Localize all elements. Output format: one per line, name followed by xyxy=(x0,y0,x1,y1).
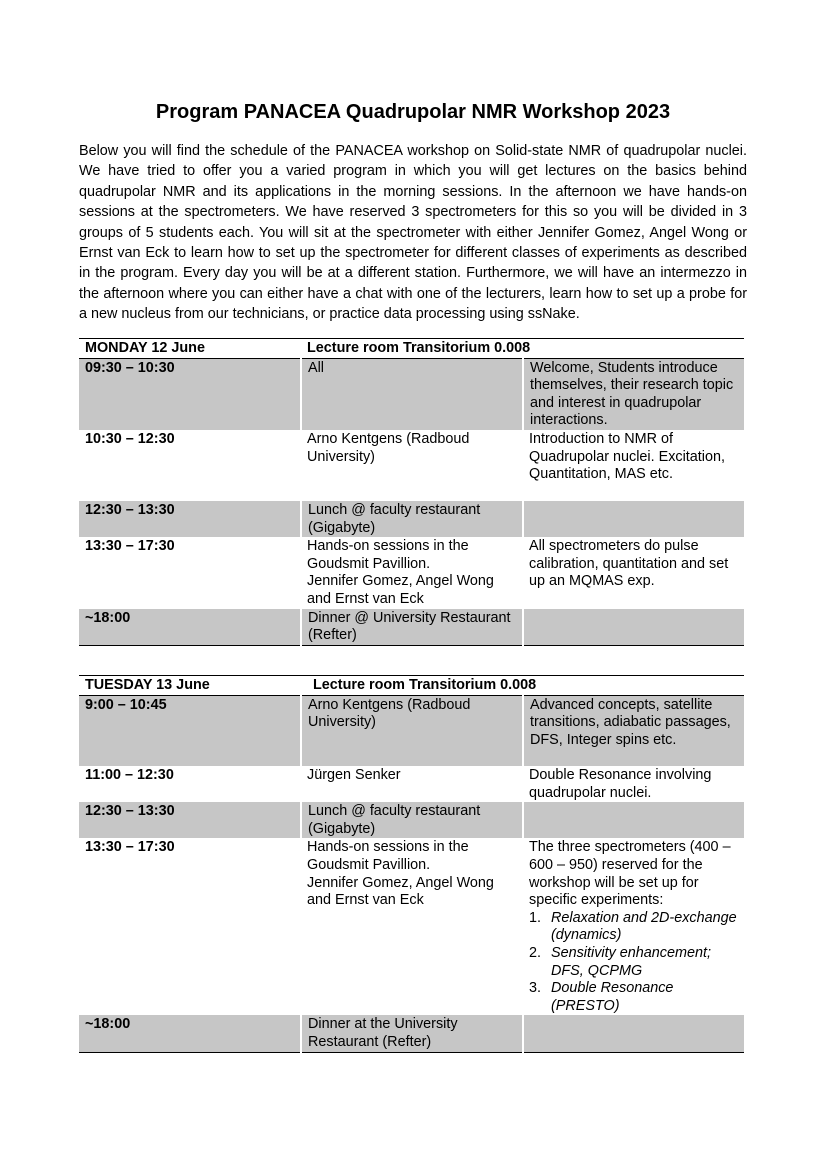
topic-cell xyxy=(523,501,744,537)
table-row xyxy=(79,609,744,646)
speaker-cell: All xyxy=(301,358,523,430)
table-row xyxy=(79,501,744,537)
tuesday-header-row xyxy=(79,676,744,696)
time-cell: 9:00 – 10:45 xyxy=(79,695,301,766)
session-description: Hands-on sessions in the Goudsmit Pavillion. xyxy=(307,538,469,572)
speaker-cell: Arno Kentgens (Radboud University) xyxy=(307,430,470,465)
table-row xyxy=(79,695,744,766)
day-heading: TUESDAY 13 June xyxy=(79,676,301,696)
topic-cell: Welcome, Students introduce themselves, their research topic and interest in quadrupolar interactions. xyxy=(523,358,744,430)
intro-paragraph: Below you will find the schedule of the PANACEA workshop on Solid-state NMR of quadrupolar nuclei. We have tried to offer you a varied program in which you will get lectures on the basics behind quadrupolar NMR and its applications in the morning sessions. In the afternoon we have hands-on sessions at the spectrometers. We have reserved 3 spectrometers for this so you will be divided in 3 groups of 5 students each. You will sit at the spectrometer with either Jennifer Gomez, Angel Wong or Ernst van Eck to learn how to set up the spectrometer for different classes of experiments as described in the program. Every day you will be at a different station. Furthermore, we will have an intermezzo in the afternoon where you can either have a chat with one of the lecturers, learn how to set up a probe for a new nucleus from our technicians, or practice data processing using ssNake. xyxy=(79,143,747,323)
room-heading: Lecture room Transitorium 0.008 xyxy=(301,339,744,359)
table-row xyxy=(79,802,744,838)
table-row xyxy=(79,766,744,802)
session-hosts: Jennifer Gomez, Angel Wong and Ernst van Eck xyxy=(307,573,494,607)
monday-schedule-table xyxy=(79,338,744,646)
time-cell: 09:30 – 10:30 xyxy=(79,358,301,430)
table-row xyxy=(79,430,744,501)
list-item: 3. Double Resonance (PRESTO) xyxy=(529,980,674,1014)
time-cell: 12:30 – 13:30 xyxy=(79,802,301,838)
topic-cell xyxy=(523,838,744,1015)
table-row xyxy=(79,1015,744,1052)
time-cell: 12:30 – 13:30 xyxy=(79,501,301,537)
speaker-cell: Dinner at the University Restaurant (Refter) xyxy=(301,1015,523,1052)
topic-cell: Introduction to NMR of Quadrupolar nuclei. Excitation, Quantitation, MAS etc. xyxy=(529,430,725,483)
speaker-cell xyxy=(301,838,523,1015)
time-cell: 13:30 – 17:30 xyxy=(85,839,175,856)
page-title: Program PANACEA Quadrupolar NMR Workshop 2023 xyxy=(155,101,671,123)
tuesday-schedule-table xyxy=(79,675,744,1053)
topic-cell xyxy=(523,609,744,646)
time-cell: ~18:00 xyxy=(79,1015,301,1052)
monday-header-row xyxy=(79,339,744,359)
table-row xyxy=(79,358,744,430)
topic-cell: Double Resonance involving quadrupolar nuclei. xyxy=(529,767,712,801)
speaker-cell xyxy=(301,537,523,608)
table-row xyxy=(79,838,744,1015)
time-cell: 10:30 – 12:30 xyxy=(85,430,175,447)
speaker-cell: Arno Kentgens (Radboud University) xyxy=(301,695,523,766)
speaker-cell: Dinner @ University Restaurant (Refter) xyxy=(301,609,523,646)
room-heading: Lecture room Transitorium 0.008 xyxy=(301,676,744,696)
topic-text: The three spectrometers (400 – 600 – 950) reserved for the workshop will be set up for specific experiments: xyxy=(529,839,731,909)
topic-cell: Advanced concepts, satellite transitions, adiabatic passages, DFS, Integer spins etc. xyxy=(523,695,744,766)
list-item: 1. Relaxation and 2D-exchange (dynamics) xyxy=(529,909,737,944)
topic-cell: All spectrometers do pulse calibration, quantitation and set up an MQMAS exp. xyxy=(529,538,729,590)
speaker-cell: Lunch @ faculty restaurant (Gigabyte) xyxy=(301,501,523,537)
speaker-cell: Lunch @ faculty restaurant (Gigabyte) xyxy=(301,802,523,838)
topic-cell xyxy=(523,802,744,838)
session-description: Hands-on sessions in the Goudsmit Pavillion. xyxy=(307,839,469,874)
time-cell: ~18:00 xyxy=(79,609,301,646)
time-cell: 13:30 – 17:30 xyxy=(85,538,175,555)
day-heading: MONDAY 12 June xyxy=(79,339,301,359)
list-item: 2. Sensitivity enhancement; DFS, QCPMG xyxy=(529,945,711,979)
table-row xyxy=(79,537,744,608)
time-cell: 11:00 – 12:30 xyxy=(85,767,174,784)
speaker-cell: Jürgen Senker xyxy=(307,767,401,784)
session-hosts: Jennifer Gomez, Angel Wong and Ernst van Eck xyxy=(307,874,494,909)
experiment-list xyxy=(529,910,738,1016)
topic-cell xyxy=(523,1015,744,1052)
